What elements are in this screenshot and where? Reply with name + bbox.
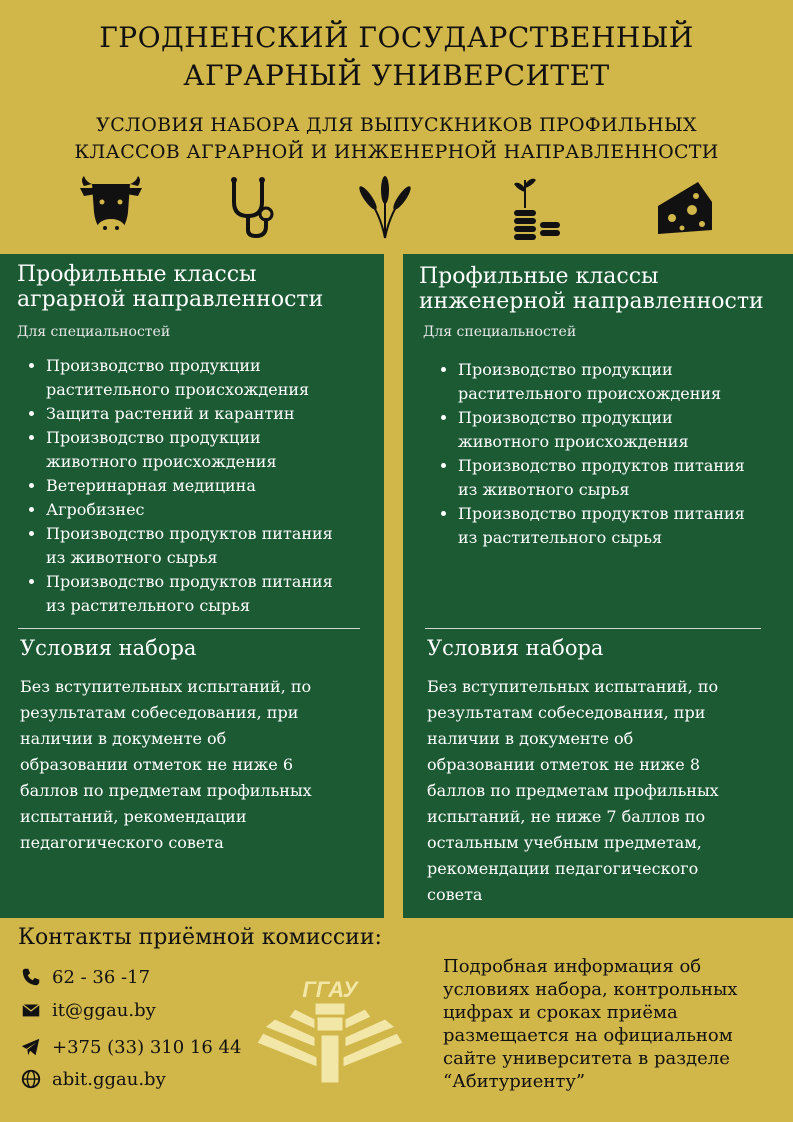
panel-title (17, 262, 323, 312)
contact-phone[interactable] (20, 966, 150, 988)
conditions-title: Условия набора (427, 636, 604, 660)
panel-title-line1: Профильные классы (419, 264, 659, 289)
info-text: Подробная информация об условиях набора, контрольных цифрах и сроках приёма размещается на официальном сайте университета в разделе “Абитуриенту” (443, 956, 738, 1092)
university-title-line1: ГРОДНЕНСКИЙ ГОСУДАРСТВЕННЫЙ (99, 21, 694, 54)
list-item: • Агробизнес (46, 498, 386, 522)
phone-number: 62 - 36 -17 (52, 966, 151, 988)
list-item: • Производство продуктов питания из животного сырья (46, 522, 386, 570)
telegram-icon (20, 1036, 42, 1058)
conditions-text: Без вступительных испытаний, по результатам собеседования, при наличии в документе об образовании отметок не ниже 6 баллов по предметам профильных испытаний, рекомендации педагогического совета (20, 677, 312, 852)
contact-email[interactable] (20, 999, 156, 1021)
website: abit.ggau.by (52, 1068, 166, 1090)
logo-text: ГГАУ (302, 977, 358, 1002)
panel-title-line2: инженерной направленности (419, 289, 764, 314)
list-item: • Производство продуктов питания из растительного сырья (46, 570, 386, 618)
cow-icon (76, 172, 146, 242)
specialty-list (18, 354, 386, 618)
university-title-line2: АГРАРНЫЙ УНИВЕРСИТЕТ (183, 59, 610, 92)
panel-title-line2: аграрной направленности (17, 287, 324, 312)
list-item: • Производство продукции животного происхождения (46, 426, 386, 474)
icon-row (0, 172, 793, 242)
subtitle-line1: УСЛОВИЯ НАБОРА ДЛЯ ВЫПУСКНИКОВ ПРОФИЛЬНЫХ (96, 114, 697, 136)
specialties-label: Для специальностей (423, 324, 577, 340)
list-item: • Производство продукции растительного происхождения (458, 358, 793, 406)
cheese-icon (652, 172, 722, 242)
list-item: • Производство продуктов питания из животного сырья (458, 454, 793, 502)
coins-sprout-icon (500, 172, 570, 242)
agrarian-panel (0, 254, 384, 918)
email-address: it@ggau.by (52, 999, 156, 1021)
list-item: • Производство продукции животного происхождения (458, 406, 793, 454)
divider (425, 628, 761, 629)
conditions-title: Условия набора (20, 636, 197, 660)
contacts-title: Контакты приёмной комиссии: (18, 925, 382, 950)
stethoscope-icon (220, 172, 290, 242)
list-item: • Производство продуктов питания из растительного сырья (458, 502, 793, 550)
globe-icon (20, 1068, 42, 1090)
specialties-label: Для специальностей (17, 324, 171, 340)
list-item: • Защита растений и карантин (46, 402, 386, 426)
list-item: • Ветеринарная медицина (46, 474, 386, 498)
phone-icon (20, 966, 42, 988)
university-logo (255, 975, 405, 1085)
list-item: • Производство продукции растительного происхождения (46, 354, 386, 402)
panel-title-line1: Профильные классы (17, 262, 257, 287)
divider (18, 628, 360, 629)
specialty-list (430, 358, 793, 550)
contact-site[interactable] (20, 1068, 166, 1090)
wheat-icon (350, 172, 420, 242)
engineering-panel (403, 254, 793, 918)
telegram-number: +375 (33) 310 16 44 (52, 1036, 242, 1058)
mail-icon (20, 999, 42, 1021)
conditions-text: Без вступительных испытаний, по результатам собеседования, при наличии в документе об образовании отметок не ниже 8 баллов по предметам профильных испытаний, не ниже 7 баллов по остальным учебным предметам, рекомендации педагогического совета (427, 677, 719, 904)
contact-telegram[interactable] (20, 1036, 241, 1058)
panel-title (419, 264, 764, 314)
subtitle-line2: КЛАССОВ АГРАРНОЙ И ИНЖЕНЕРНОЙ НАПРАВЛЕННОСТИ (74, 141, 719, 163)
